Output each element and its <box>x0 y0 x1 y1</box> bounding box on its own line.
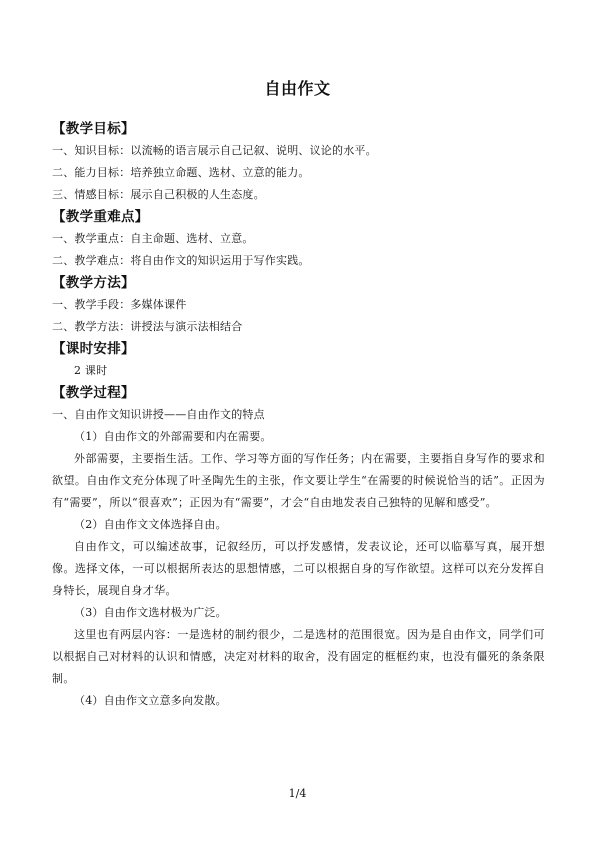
process-point-1-body: 外部需要，主要指生活。工作、学习等方面的写作任务；内在需要，主要指自身写作的要求和欲望。自由作文充分体现了叶圣陶先生的主张，作文要让学生“在需要的时候说恰当的话”。正因为有“需要”，所以“很喜欢”；正因为有“需要”，才会“自由地发表自己独特的见解和感受”。 <box>52 452 545 509</box>
process-intro: 一、自由作文知识讲授——自由作文的特点 <box>52 408 265 421</box>
goal-emotion: 三、情感目标：展示自己积极的人生态度。 <box>52 188 265 201</box>
document-title: 自由作文 <box>264 79 331 98</box>
page-number: 1/4 <box>288 787 307 800</box>
process-point-2-body: 自由作文，可以编述故事，记叙经历，可以抒发感情，发表议论，还可以临摹写真，展开想像。选择文体，一可以根据所表达的思想情感，二可以根据自身的写作欲望。这样可以充分发挥自身特长，展现自身才华。 <box>52 540 545 597</box>
section-heading-keypoints: 【教学重难点】 <box>52 209 149 225</box>
process-point-3-body: 这里也有两层内容：一是选材的制约很少，二是选材的范围很宽。因为是自由作文，同学们可以根据自己对材料的认识和情感，决定对材料的取舍，没有固定的框框约束，也没有僵死的条条限制。 <box>52 628 545 685</box>
schedule-hours: 2 课时 <box>74 364 108 377</box>
keypoint-focus: 一、教学重点：自主命题、选材、立意。 <box>52 232 254 245</box>
goal-knowledge: 一、知识目标：以流畅的语言展示自己记叙、说明、议论的水平。 <box>52 144 377 157</box>
method-approach: 二、教学方法：讲授法与演示法相结合 <box>52 320 243 333</box>
section-heading-process: 【教学过程】 <box>52 385 135 401</box>
process-point-2-title: （2）自由作文文体选择自由。 <box>74 518 227 531</box>
section-heading-schedule: 【课时安排】 <box>52 341 135 357</box>
method-means: 一、教学手段：多媒体课件 <box>52 298 187 311</box>
keypoint-difficulty: 二、教学难点：将自由作文的知识运用于写作实践。 <box>52 254 310 267</box>
process-point-3-title: （3）自由作文选材极为广泛。 <box>74 606 227 619</box>
process-point-1-title: （1）自由作文的外部需要和内在需要。 <box>74 430 272 443</box>
section-heading-goals: 【教学目标】 <box>52 121 135 137</box>
section-heading-methods: 【教学方法】 <box>52 275 135 291</box>
document-body <box>52 118 545 712</box>
goal-ability: 二、能力目标：培养独立命题、选材、立意的能力。 <box>52 166 310 179</box>
process-point-4-title: （4）自由作文立意多向发散。 <box>74 694 227 707</box>
